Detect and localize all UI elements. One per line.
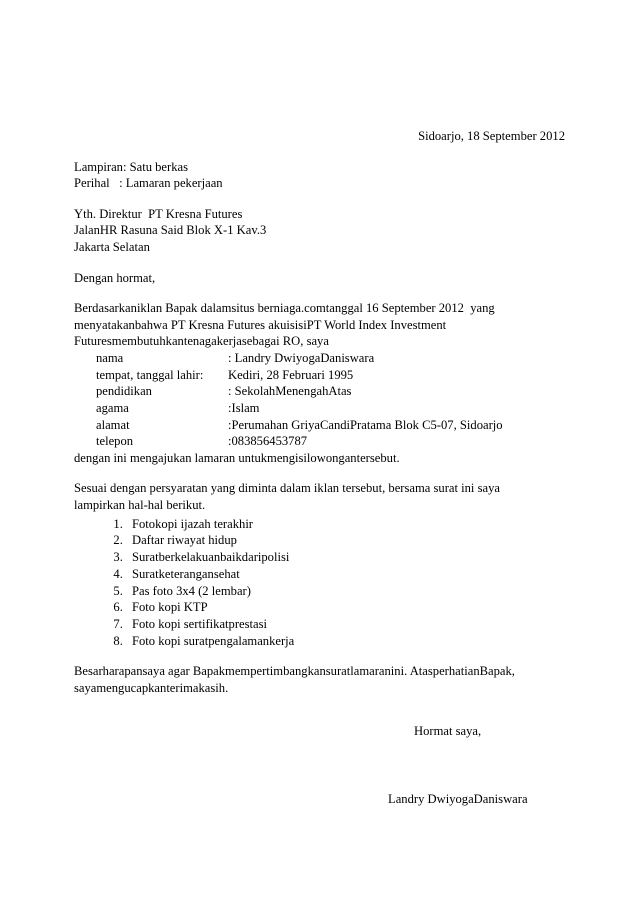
list-item: 3. Suratberkelakuanbaikdaripolisi [126, 549, 566, 566]
requirement-intro-line-2: lampirkan hal-hal berikut. [74, 497, 206, 512]
requirements-list [74, 516, 566, 650]
data-label-tempat-tanggal-lahir: tempat, tanggal lahir: [96, 367, 204, 382]
recipient-line-1: Yth. Direktur PT Kresna Futures [74, 206, 243, 221]
salutation: Dengan hormat, [74, 270, 156, 285]
after-data-line: dengan ini mengajukan lamaran untukmengisilowongantersebut. [74, 450, 400, 465]
list-item: 5. Pas foto 3x4 (2 lembar) [126, 583, 566, 600]
data-value-agama: :Islam [228, 400, 260, 415]
subject-line: Perihal : Lamaran pekerjaan [74, 176, 223, 191]
intro-line-3: Futuresmembutuhkantenagakerjasebagai RO, saya [74, 334, 329, 349]
table-row [74, 433, 503, 450]
recipient-line-2: JalanHR Rasuna Said Blok X-1 Kav.3 [74, 223, 267, 238]
list-item: 1. Fotokopi ijazah terakhir [126, 516, 566, 533]
list-item: 2. Daftar riwayat hidup [126, 532, 566, 549]
table-row [74, 400, 503, 417]
data-value-alamat: :Perumahan GriyaCandiPratama Blok C5-07, Sidoarjo [228, 417, 503, 432]
header-block [74, 159, 566, 192]
closing-line-2: sayamengucapkanterimakasih. [74, 681, 229, 696]
intro-line-2: menyatakanbahwa PT Kresna Futures akuisisiPT World Index Investment [74, 317, 447, 332]
closing-paragraph [74, 663, 566, 696]
data-value-pendidikan: : SekolahMenengahAtas [228, 384, 352, 399]
data-label-telepon: telepon [96, 434, 134, 449]
table-row [74, 383, 503, 400]
table-row [74, 350, 503, 367]
list-item: 4. Suratketerangansehat [126, 566, 566, 583]
data-label-agama: agama [96, 400, 129, 415]
recipient-block [74, 206, 566, 256]
table-row [74, 367, 503, 384]
data-value-tempat-tanggal-lahir: Kediri, 28 Februari 1995 [228, 367, 354, 382]
table-row [74, 417, 503, 434]
intro-paragraph [74, 300, 566, 350]
data-label-pendidikan: pendidikan [96, 384, 152, 399]
closing-salutation: Hormat saya, [414, 723, 482, 738]
letter-body [74, 128, 566, 808]
list-item: 8. Foto kopi suratpengalamankerja [126, 633, 566, 650]
data-label-alamat: alamat [96, 417, 130, 432]
data-value-telepon: :083856453787 [228, 434, 308, 449]
personal-data-table [74, 350, 503, 450]
data-value-nama: : Landry DwiyogaDaniswara [228, 351, 375, 366]
closing-line-1: Besarharapansaya agar Bapakmempertimbangkansuratlamaranini. AtasperhatianBapak, [74, 664, 515, 679]
recipient-line-3: Jakarta Selatan [74, 240, 150, 255]
attachment-line: Lampiran: Satu berkas [74, 159, 189, 174]
list-item: 7. Foto kopi sertifikatprestasi [126, 616, 566, 633]
date-line: Sidoarjo, 18 September 2012 [418, 129, 565, 143]
requirement-intro-line-1: Sesuai dengan persyaratan yang diminta dalam iklan tersebut, bersama surat ini saya [74, 481, 500, 496]
list-item: 6. Foto kopi KTP [126, 599, 566, 616]
data-label-nama: nama [96, 351, 124, 366]
requirement-intro [74, 480, 566, 513]
signature-name: Landry DwiyogaDaniswara [388, 792, 528, 807]
intro-line-1: Berdasarkaniklan Bapak dalamsitus berniaga.comtanggal 16 September 2012 yang [74, 301, 495, 316]
